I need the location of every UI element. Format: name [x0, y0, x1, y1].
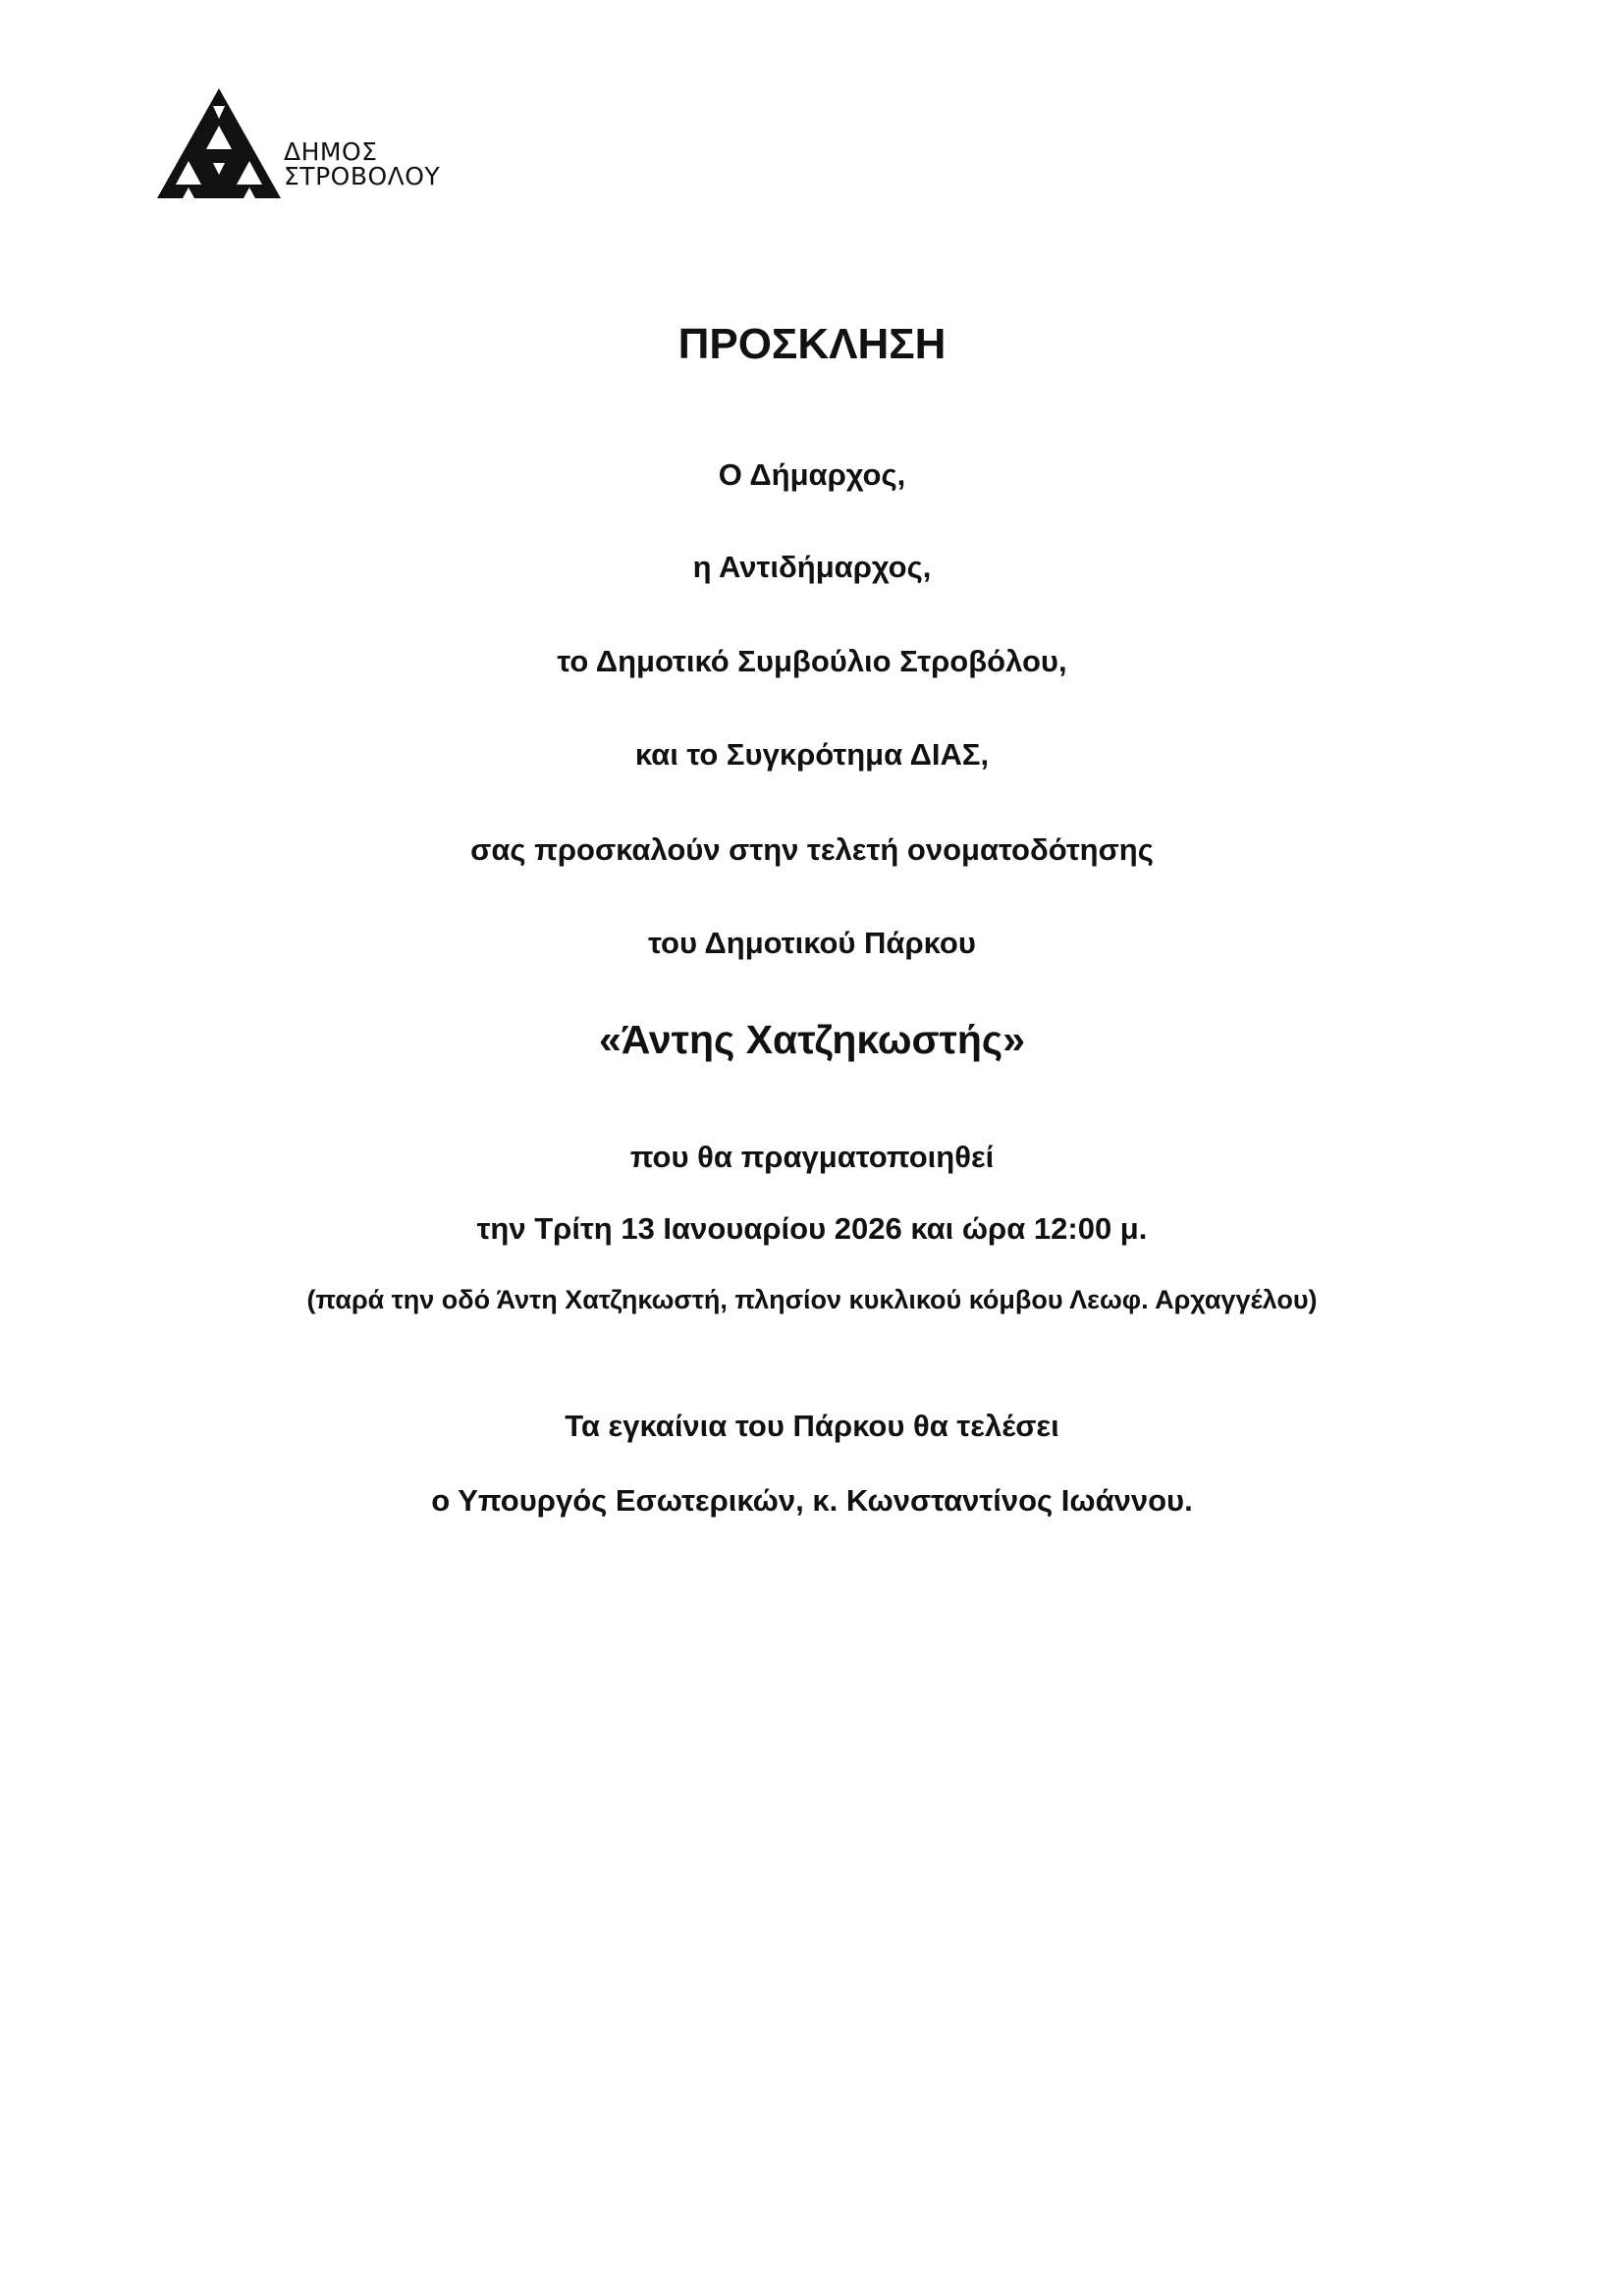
host-municipal-council: το Δημοτικό Συμβούλιο Στροβόλου,	[557, 644, 1067, 678]
logo-line-2: ΣΤΡΟΒΟΛΟΥ	[284, 162, 441, 190]
invitation-title: ΠΡΟΣΚΛΗΣΗ	[677, 320, 947, 368]
park-line: του Δημοτικού Πάρκου	[648, 926, 976, 960]
host-mayor: Ο Δήμαρχος,	[718, 457, 906, 492]
municipality-logo	[157, 88, 461, 201]
inauguration-line-1: Τα εγκαίνια του Πάρκου θα τελέσει	[565, 1409, 1059, 1443]
event-date-time: την Τρίτη 13 Ιανουαρίου 2026 και ώρα 12:00 μ.	[476, 1211, 1148, 1246]
triangle-logo-icon	[157, 88, 281, 198]
event-location-note: (παρά την οδό Άντη Χατζηκωστή, πλησίον κυκλικού κόμβου Λεωφ. Αρχαγγέλου)	[306, 1285, 1318, 1314]
invite-line: σας προσκαλούν στην τελετή ονοματοδότησης	[470, 832, 1154, 867]
logo-line-1: ΔΗΜΟΣ	[284, 137, 378, 166]
logo-text	[284, 139, 440, 188]
host-deputy-mayor: η Αντιδήμαρχος,	[692, 550, 932, 584]
park-name: «Άντης Χατζηκωστής»	[598, 1017, 1026, 1062]
host-dias-group: και το Συγκρότημα ΔΙΑΣ,	[634, 737, 990, 772]
event-intro: που θα πραγματοποιηθεί	[629, 1140, 995, 1174]
inauguration-line-2: ο Υπουργός Εσωτερικών, κ. Κωνσταντίνος Ιωάννου.	[431, 1483, 1193, 1518]
